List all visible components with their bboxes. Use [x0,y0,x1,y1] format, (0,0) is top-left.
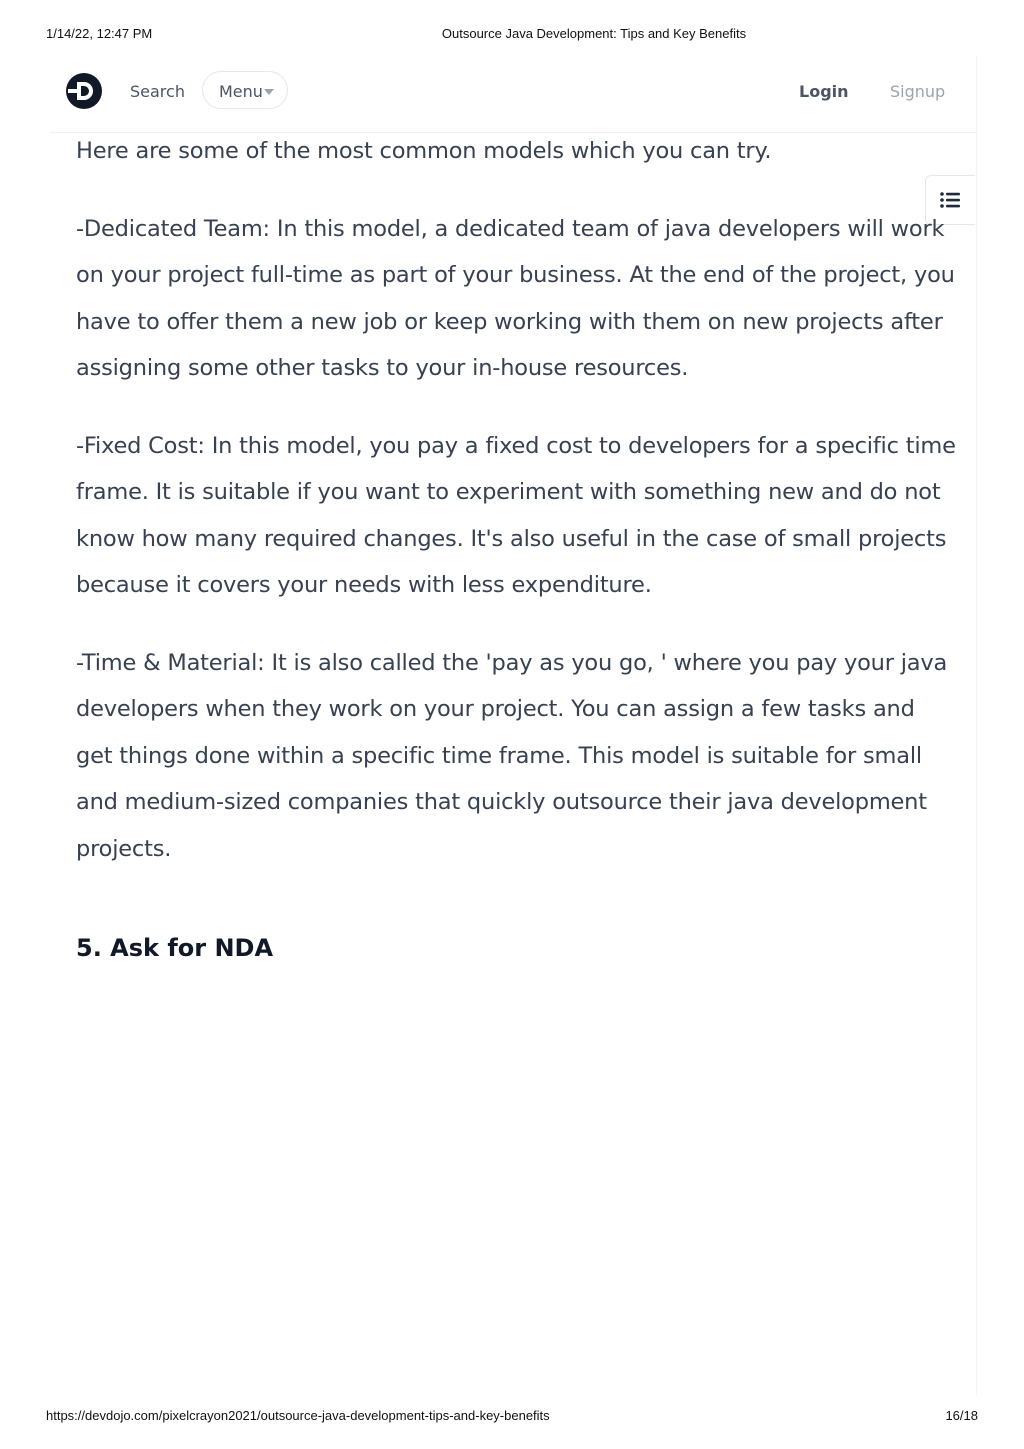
menu-button[interactable] [202,71,288,109]
caret-down-icon [264,89,274,95]
navbar [50,60,976,133]
paragraph-dedicated-team: -Dedicated Team: In this model, a dedicated team of java developers will work on your project full-time as part of your business. At the end of the project, you have to offer them a new job or keep working with them on new projects after assigning some other tasks to your in-house resources. [76,215,955,381]
paragraph-time-material: -Time & Material: It is also called the 'pay as you go, ' where you pay your java developers when they work on your project. You can assign a few tasks and get things done within a specific time frame. This model is suitable for small and medium-sized companies that quickly outsource their java development projects. [76,649,948,862]
print-title: Outsource Java Development: Tips and Key Benefits [441,26,747,41]
paragraph-intro: Here are some of the most common models which you can try. [76,138,772,164]
menu-label: Menu [219,82,263,101]
article-content [76,128,956,964]
signup-link[interactable]: Signup [890,82,946,101]
section-heading: 5. Ask for NDA [76,934,274,962]
print-datetime: 1/14/22, 12:47 PM [46,26,153,41]
print-url: https://devdojo.com/pixelcrayon2021/outsource-java-development-tips-and-key-benefits [46,1408,550,1423]
login-link[interactable]: Login [799,82,849,101]
paragraph-fixed-cost: -Fixed Cost: In this model, you pay a fixed cost to developers for a specific time frame. It is suitable if you want to experiment with something new and do not know how many required changes. It's also useful in the case of small projects because it covers your needs with less expenditure. [76,432,956,598]
search-link[interactable]: Search [130,82,185,101]
print-page-number: 16/18 [945,1408,978,1423]
devdojo-logo-icon[interactable] [65,72,103,110]
